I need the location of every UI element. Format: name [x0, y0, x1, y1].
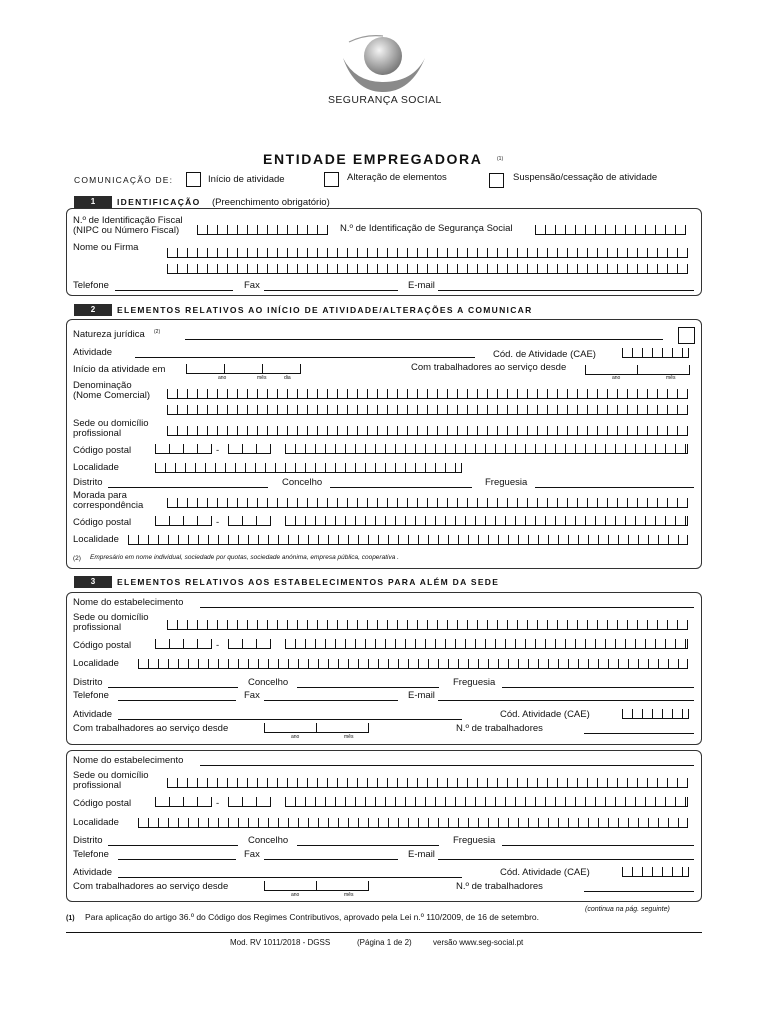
label-concelho: Concelho — [282, 477, 323, 488]
atividade-input[interactable] — [135, 357, 475, 358]
cp2-localidade-input[interactable] — [285, 516, 688, 526]
label-cae: Cód. de Atividade (CAE) — [493, 349, 596, 360]
note-2-number: (2) — [73, 555, 81, 562]
natureza-input[interactable] — [185, 339, 663, 340]
nif-input[interactable] — [197, 225, 328, 235]
est2-nome-input[interactable] — [200, 765, 694, 766]
cp2-input-2[interactable] — [228, 516, 271, 526]
est2-label-sede-sub: profissional — [73, 780, 122, 791]
est2-label-ntrab: N.º de trabalhadores — [456, 881, 543, 892]
label-denominacao: Denominação — [73, 380, 132, 391]
est1-cp-dash: - — [216, 640, 220, 651]
est1-label-concelho: Concelho — [248, 677, 289, 688]
est1-label-sede-sub: profissional — [73, 622, 122, 633]
est2-concelho-input[interactable] — [297, 845, 439, 846]
label-natureza: Natureza jurídica — [73, 329, 145, 340]
footnote-number: (1) — [66, 915, 75, 922]
est2-label-email: E-mail — [408, 849, 435, 860]
fax-input[interactable] — [264, 290, 398, 291]
distrito-input[interactable] — [108, 487, 268, 488]
trab-ano-label: ano — [612, 375, 621, 381]
nome-input-2[interactable] — [167, 264, 688, 274]
est2-label-trabalhadores: Com trabalhadores ao serviço desde — [73, 881, 229, 892]
est2-localidade-input[interactable] — [138, 818, 688, 828]
cp2-dash: - — [216, 517, 220, 528]
est1-freguesia-input[interactable] — [502, 687, 694, 688]
est1-label-email: E-mail — [408, 690, 435, 701]
est2-fax-input[interactable] — [264, 859, 398, 860]
label-trabalhadores: Com trabalhadores ao serviço desde — [411, 362, 567, 373]
est1-label-freguesia: Freguesia — [453, 677, 496, 688]
natureza-note: (2) — [154, 329, 161, 335]
cp-dash: - — [216, 445, 220, 456]
label-localidade: Localidade — [73, 462, 119, 473]
est2-atividade-input[interactable] — [118, 877, 462, 878]
label-nif-sub: (NIPC ou Número Fiscal) — [73, 225, 180, 236]
cp-input-2[interactable] — [228, 444, 271, 454]
est1-telefone-input[interactable] — [118, 700, 236, 701]
est1-fax-input[interactable] — [264, 700, 398, 701]
est2-cp-localidade-input[interactable] — [285, 797, 688, 807]
est1-email-input[interactable] — [438, 700, 694, 701]
label-distrito: Distrito — [73, 477, 103, 488]
est1-ano-label: ano — [291, 734, 300, 740]
label-atividade: Atividade — [73, 347, 113, 358]
email-input[interactable] — [438, 290, 694, 291]
nome-input-1[interactable] — [167, 248, 688, 258]
cp-input-1[interactable] — [155, 444, 212, 454]
est1-mes-label: mês — [344, 734, 354, 740]
section-2-number: 2 — [74, 304, 112, 316]
est1-sede-input[interactable] — [167, 620, 688, 630]
label-telefone: Telefone — [73, 280, 109, 291]
label-morada: Morada para — [73, 490, 127, 501]
comunicacao-label: COMUNICAÇÃO DE: — [74, 175, 174, 185]
localidade-input[interactable] — [155, 463, 462, 473]
est2-label-nome: Nome do estabelecimento — [73, 755, 184, 766]
est2-label-cae: Cód. Atividade (CAE) — [500, 867, 590, 878]
label-alteracao: Alteração de elementos — [347, 172, 447, 183]
est2-label-atividade: Atividade — [73, 867, 113, 878]
est2-label-distrito: Distrito — [73, 835, 103, 846]
label-nome: Nome ou Firma — [73, 242, 139, 253]
label-denominacao-sub: (Nome Comercial) — [73, 390, 151, 401]
est2-ano-label: ano — [291, 892, 300, 898]
cp2-input-1[interactable] — [155, 516, 212, 526]
page-title: ENTIDADE EMPREGADORA — [263, 151, 483, 167]
checkbox-inicio[interactable] — [186, 172, 201, 187]
est2-ntrab-input[interactable] — [584, 891, 694, 892]
est1-ntrab-input[interactable] — [584, 733, 694, 734]
label-sede-sub: profissional — [73, 428, 122, 439]
section-1-title: IDENTIFICAÇÃO — [117, 197, 201, 207]
inicio-ano-label: ano — [218, 375, 227, 381]
est2-cp-input-2[interactable] — [228, 797, 271, 807]
checkbox-alteracao[interactable] — [324, 172, 339, 187]
inicio-dia-label: dia — [284, 375, 291, 381]
section-2-title: ELEMENTOS RELATIVOS AO INÍCIO DE ATIVIDADE/ALTERAÇÕES A COMUNICAR — [117, 305, 533, 315]
niss-input[interactable] — [535, 225, 686, 235]
est1-label-fax: Fax — [244, 690, 260, 701]
concelho-input[interactable] — [330, 487, 472, 488]
logo-text: SEGURANÇA SOCIAL — [328, 94, 442, 106]
est1-cae-input[interactable] — [622, 709, 689, 719]
natureza-code-box[interactable] — [678, 327, 695, 344]
label-codigo-postal: Código postal — [73, 445, 132, 456]
est1-label-atividade: Atividade — [73, 709, 113, 720]
cp-localidade-input[interactable] — [285, 444, 688, 454]
est2-trabalhadores-data-input[interactable] — [264, 881, 369, 891]
footnote-text: Para aplicação do artigo 36.º do Código dos Regimes Contributivos, aprovado pela Lei n.º 110/2009, de 16 de setembro. — [85, 912, 540, 922]
est1-cp-input-1[interactable] — [155, 639, 212, 649]
footer-divider — [66, 932, 702, 933]
label-localidade-2: Localidade — [73, 534, 119, 545]
label-inicio: Início de atividade — [208, 174, 285, 185]
label-fax: Fax — [244, 280, 260, 291]
est2-label-cp: Código postal — [73, 798, 132, 809]
label-freguesia: Freguesia — [485, 477, 528, 488]
est1-label-distrito: Distrito — [73, 677, 103, 688]
footer-mod: Mod. RV 1011/2018 - DGSS — [230, 938, 331, 947]
est2-label-localidade: Localidade — [73, 817, 119, 828]
section-3-number: 3 — [74, 576, 112, 588]
footer-versao: versão www.seg-social.pt — [433, 938, 524, 947]
label-suspensao: Suspensão/cessação de atividade — [513, 172, 658, 183]
inicio-data-input[interactable] — [186, 364, 301, 374]
est1-label-cp: Código postal — [73, 640, 132, 651]
est1-label-telefone: Telefone — [73, 690, 109, 701]
seguranca-social-logo — [335, 30, 435, 94]
section-1-subtitle: (Preenchimento obrigatório) — [212, 197, 330, 208]
section-3-title: ELEMENTOS RELATIVOS AOS ESTABELECIMENTOS PARA ALÉM DA SEDE — [117, 577, 500, 587]
est2-cae-input[interactable] — [622, 867, 689, 877]
sede-input[interactable] — [167, 426, 688, 436]
label-sede: Sede ou domicílio — [73, 418, 149, 429]
localidade2-input[interactable] — [128, 535, 688, 545]
label-morada-sub: correspondência — [73, 500, 144, 511]
est2-cp-input-1[interactable] — [155, 797, 212, 807]
section-1-number: 1 — [74, 196, 112, 208]
est2-label-telefone: Telefone — [73, 849, 109, 860]
est1-localidade-input[interactable] — [138, 659, 688, 669]
note-2-text: Empresário em nome individual, sociedade por quotas, sociedade anónima, empresa pública, cooperativa . — [90, 554, 399, 561]
est1-concelho-input[interactable] — [297, 687, 439, 688]
est1-cp-input-2[interactable] — [228, 639, 271, 649]
est1-atividade-input[interactable] — [118, 719, 462, 720]
label-email: E-mail — [408, 280, 435, 291]
telefone-input[interactable] — [115, 290, 233, 291]
trab-mes-label: mês — [666, 375, 676, 381]
est2-label-freguesia: Freguesia — [453, 835, 496, 846]
cae-input[interactable] — [622, 348, 689, 358]
est1-trabalhadores-data-input[interactable] — [264, 723, 369, 733]
est2-email-input[interactable] — [438, 859, 694, 860]
label-codigo-postal-2: Código postal — [73, 517, 132, 528]
est1-label-trabalhadores: Com trabalhadores ao serviço desde — [73, 723, 229, 734]
est2-cp-dash: - — [216, 798, 220, 809]
denominacao-input-1[interactable] — [167, 389, 688, 399]
trabalhadores-data-input[interactable] — [585, 365, 690, 375]
label-nif: N.º de Identificação Fiscal — [73, 215, 183, 226]
inicio-mes-label: mês — [257, 375, 267, 381]
freguesia-input[interactable] — [535, 487, 694, 488]
est2-label-fax: Fax — [244, 849, 260, 860]
denominacao-input-2[interactable] — [167, 405, 688, 415]
checkbox-suspensao[interactable] — [489, 173, 504, 188]
est2-freguesia-input[interactable] — [502, 845, 694, 846]
est1-label-localidade: Localidade — [73, 658, 119, 669]
footer-pagina: (Página 1 de 2) — [357, 938, 412, 947]
est1-label-sede: Sede ou domicílio — [73, 612, 149, 623]
est1-label-nome: Nome do estabelecimento — [73, 597, 184, 608]
est1-cp-localidade-input[interactable] — [285, 639, 688, 649]
est2-distrito-input[interactable] — [108, 845, 238, 846]
est1-label-cae: Cód. Atividade (CAE) — [500, 709, 590, 720]
continua-note: (continua na pág. seguinte) — [585, 906, 670, 913]
est1-nome-input[interactable] — [200, 607, 694, 608]
est1-label-ntrab: N.º de trabalhadores — [456, 723, 543, 734]
est2-label-concelho: Concelho — [248, 835, 289, 846]
est2-sede-input[interactable] — [167, 778, 688, 788]
morada-input[interactable] — [167, 498, 688, 508]
title-note: (1) — [497, 156, 504, 162]
est1-distrito-input[interactable] — [108, 687, 238, 688]
label-niss: N.º de Identificação de Segurança Social — [340, 223, 513, 234]
label-inicio-atividade: Início da atividade em — [73, 364, 166, 375]
est2-mes-label: mês — [344, 892, 354, 898]
est2-label-sede: Sede ou domicílio — [73, 770, 149, 781]
est2-telefone-input[interactable] — [118, 859, 236, 860]
